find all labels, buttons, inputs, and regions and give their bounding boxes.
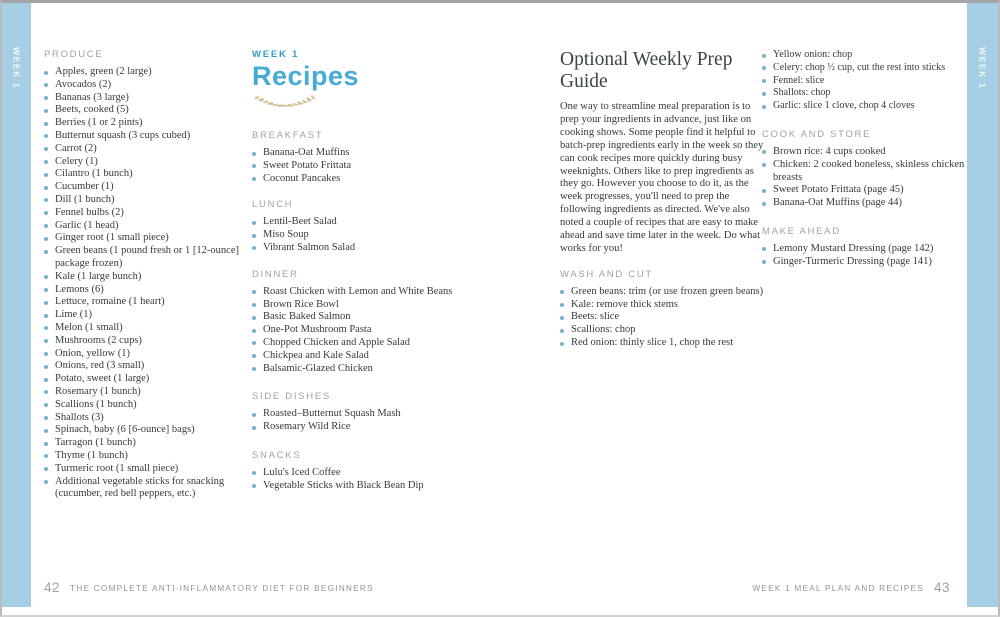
list-item: [44, 143, 244, 156]
dot-bullet-icon: [252, 367, 256, 371]
list-item: [44, 476, 244, 502]
breakfast-section: [252, 130, 470, 185]
dot-bullet-icon: [44, 83, 48, 87]
right-page-number: 43: [933, 580, 950, 595]
dot-bullet-icon: [44, 301, 48, 305]
dot-bullet-icon: [762, 247, 766, 251]
list-item-text: Sweet Potato Frittata: [263, 159, 352, 171]
dot-bullet-icon: [762, 163, 766, 167]
list-item: [44, 284, 244, 297]
list-item-text: Spinach, baby (6 [6-ounce] bags): [55, 424, 195, 436]
list-item: [560, 337, 765, 350]
list-item: [44, 309, 244, 322]
wash-and-cut-continued-list: [762, 49, 968, 113]
dot-bullet-icon: [762, 54, 766, 58]
list-item: [44, 412, 244, 425]
prep-guide-section: [560, 49, 765, 350]
list-item-text: Roasted–Butternut Squash Mash: [263, 408, 401, 420]
list-item: [44, 450, 244, 463]
dot-bullet-icon: [44, 122, 48, 126]
dot-bullet-icon: [252, 177, 256, 181]
list-item: [560, 299, 765, 312]
list-item: [44, 348, 244, 361]
list-item: [44, 232, 244, 245]
snacks-header: SNACKS: [252, 449, 302, 461]
list-item-text: Celery (1): [55, 155, 98, 167]
list-item: [762, 87, 968, 100]
list-item: [252, 350, 470, 363]
list-item-text: Dill (1 bunch): [55, 193, 115, 205]
dot-bullet-icon: [44, 429, 48, 433]
dot-bullet-icon: [252, 329, 256, 333]
list-item-text: Chicken: 2 cooked boneless, skinless chicken breasts: [773, 158, 965, 183]
dot-bullet-icon: [44, 160, 48, 164]
prep-guide-title: Optional Weekly Prep Guide: [560, 49, 733, 92]
snacks-section: [252, 450, 470, 493]
list-item: [762, 62, 968, 75]
dot-bullet-icon: [252, 484, 256, 488]
dot-bullet-icon: [44, 339, 48, 343]
dot-bullet-icon: [44, 198, 48, 202]
list-item-text: Melon (1 small): [55, 321, 123, 333]
list-item: [762, 256, 968, 269]
list-item-text: One-Pot Mushroom Pasta: [263, 324, 372, 336]
list-item: [44, 79, 244, 92]
list-item-text: Lentil-Beet Salad: [263, 216, 337, 228]
breakfast-header: BREAKFAST: [252, 130, 324, 141]
list-item: [560, 324, 765, 337]
dot-bullet-icon: [44, 237, 48, 241]
list-item-text: Butternut squash (3 cups cubed): [55, 129, 191, 141]
list-item: [44, 117, 244, 130]
list-item: [252, 299, 470, 312]
cook-and-store-list: [762, 146, 968, 210]
list-item: [252, 160, 470, 173]
dot-bullet-icon: [44, 250, 48, 254]
dot-bullet-icon: [252, 221, 256, 225]
dot-bullet-icon: [252, 471, 256, 475]
list-item: [252, 480, 470, 493]
list-item-text: Beets, cooked (5): [55, 104, 129, 116]
list-item: [252, 324, 470, 337]
dot-bullet-icon: [44, 147, 48, 151]
dot-bullet-icon: [560, 329, 564, 333]
list-item-text: Lettuce, romaine (1 heart): [55, 296, 165, 308]
lunch-header: LUNCH: [252, 199, 294, 211]
dot-bullet-icon: [762, 202, 766, 206]
list-item-text: Ginger root (1 small piece): [55, 232, 169, 244]
list-item: [44, 335, 244, 348]
week-tab-left-label: WEEK 1: [11, 47, 22, 90]
list-item-text: Chopped Chicken and Apple Salad: [263, 336, 410, 348]
list-item: [44, 463, 244, 476]
dot-bullet-icon: [44, 467, 48, 471]
list-item: [252, 216, 470, 229]
dot-bullet-icon: [560, 303, 564, 307]
dot-bullet-icon: [44, 211, 48, 215]
list-item-text: Shallots (3): [55, 411, 104, 423]
wash-and-cut-header: WASH AND CUT: [560, 268, 653, 280]
list-item: [44, 399, 244, 412]
week-kicker: WEEK 1: [252, 49, 300, 60]
list-item-text: Cucumber (1): [55, 181, 114, 193]
list-item: [44, 296, 244, 309]
list-item: [762, 184, 968, 197]
list-item-text: Garlic: slice 1 clove, chop 4 cloves: [773, 100, 915, 112]
lunch-list: [252, 216, 470, 254]
list-item-text: Brown Rice Bowl: [263, 298, 339, 310]
produce-section: [44, 49, 244, 501]
dot-bullet-icon: [252, 341, 256, 345]
list-item-text: Banana-Oat Muffins: [263, 147, 350, 158]
dot-bullet-icon: [44, 326, 48, 330]
left-page-number: 42: [44, 580, 61, 595]
wash-and-cut-section: [560, 269, 765, 350]
dot-bullet-icon: [44, 454, 48, 458]
cook-and-store-section: [762, 129, 968, 210]
dot-bullet-icon: [44, 224, 48, 228]
recipes-section: [252, 49, 470, 493]
list-item: [44, 194, 244, 207]
list-item-text: Lulu's Iced Coffee: [263, 466, 341, 478]
dot-bullet-icon: [762, 92, 766, 96]
snacks-list: [252, 467, 470, 493]
side-dishes-header: SIDE DISHES: [252, 391, 331, 403]
list-item-text: Rosemary Wild Rice: [263, 421, 351, 433]
right-footer-caption: WEEK 1 MEAL PLAN AND RECIPES: [752, 582, 924, 593]
make-ahead-section: [762, 226, 968, 269]
cook-and-store-header: COOK AND STORE: [762, 128, 872, 140]
list-item-text: Scallions: chop: [571, 324, 636, 336]
list-item-text: Yellow onion: chop: [773, 49, 853, 60]
list-item-text: Fennel bulbs (2): [55, 206, 124, 218]
dot-bullet-icon: [44, 480, 48, 484]
list-item-text: Kale: remove thick stems: [571, 298, 679, 310]
list-item: [252, 337, 470, 350]
list-item-text: Balsamic-Glazed Chicken: [263, 362, 373, 374]
list-item: [252, 311, 470, 324]
list-item-text: Miso Soup: [263, 229, 309, 241]
dot-bullet-icon: [560, 342, 564, 346]
list-item-text: Turmeric root (1 small piece): [55, 462, 179, 474]
list-item: [44, 104, 244, 117]
list-item: [762, 146, 968, 159]
list-item-text: Red onion: thinly slice 1, chop the rest: [571, 337, 734, 349]
list-item-text: Berries (1 or 2 pints): [55, 117, 143, 129]
list-item-text: Onions, red (3 small): [55, 360, 145, 372]
list-item-text: Onion, yellow (1): [55, 347, 130, 359]
produce-list: [44, 66, 244, 501]
list-item-text: Sweet Potato Frittata (page 45): [773, 184, 904, 196]
list-item-text: Carrot (2): [55, 142, 97, 154]
lunch-section: [252, 199, 470, 254]
dot-bullet-icon: [252, 426, 256, 430]
list-item-text: Shallots: chop: [773, 87, 831, 99]
list-item-text: Rosemary (1 bunch): [55, 385, 141, 397]
list-item: [252, 408, 470, 421]
list-item-text: Cilantro (1 bunch): [55, 168, 133, 180]
list-item: [762, 243, 968, 256]
list-item: [252, 421, 470, 434]
dot-bullet-icon: [762, 189, 766, 193]
laurel-sprig-icon: [252, 93, 318, 110]
list-item: [44, 168, 244, 181]
list-item: [44, 386, 244, 399]
dot-bullet-icon: [252, 290, 256, 294]
list-item: [252, 147, 470, 160]
dot-bullet-icon: [44, 275, 48, 279]
dot-bullet-icon: [44, 173, 48, 177]
list-item: [560, 286, 765, 299]
dot-bullet-icon: [44, 314, 48, 318]
list-item-text: Bananas (3 large): [55, 91, 129, 103]
dot-bullet-icon: [44, 390, 48, 394]
week-tab-right: [967, 3, 998, 607]
dot-bullet-icon: [44, 186, 48, 190]
dinner-list: [252, 286, 470, 376]
list-item: [252, 467, 470, 480]
list-item-text: Ginger-Turmeric Dressing (page 141): [773, 255, 932, 267]
list-item-text: Thyme (1 bunch): [55, 449, 128, 461]
list-item: [762, 75, 968, 88]
list-item-text: Apples, green (2 large): [55, 66, 152, 77]
list-item-text: Scallions (1 bunch): [55, 398, 137, 410]
right-page-footer: [752, 580, 950, 595]
dot-bullet-icon: [762, 150, 766, 154]
dot-bullet-icon: [44, 134, 48, 138]
list-item-text: Banana-Oat Muffins (page 44): [773, 197, 902, 209]
dinner-header: DINNER: [252, 268, 299, 280]
dot-bullet-icon: [560, 316, 564, 320]
list-item: [44, 271, 244, 284]
list-item-text: Coconut Pancakes: [263, 172, 341, 184]
list-item-text: Additional vegetable sticks for snacking (cucumber, red bell peppers, etc.): [55, 475, 225, 500]
list-item-text: Green beans: trim (or use frozen green beans): [571, 285, 764, 297]
make-ahead-list: [762, 243, 968, 269]
list-item-text: Kale (1 large bunch): [55, 270, 142, 282]
list-item: [44, 437, 244, 450]
list-item: [44, 156, 244, 169]
dot-bullet-icon: [44, 378, 48, 382]
list-item: [762, 159, 968, 185]
list-item: [252, 229, 470, 242]
list-item-text: Mushrooms (2 cups): [55, 334, 142, 346]
list-item-text: Lemony Mustard Dressing (page 142): [773, 242, 934, 254]
dot-bullet-icon: [44, 288, 48, 292]
side-dishes-list: [252, 408, 470, 434]
list-item-text: Potato, sweet (1 large): [55, 373, 150, 385]
dot-bullet-icon: [44, 403, 48, 407]
dot-bullet-icon: [252, 303, 256, 307]
make-ahead-header: MAKE AHEAD: [762, 225, 841, 237]
dot-bullet-icon: [762, 79, 766, 83]
list-item: [762, 197, 968, 210]
dot-bullet-icon: [252, 354, 256, 358]
wash-and-cut-continued-section: [762, 49, 968, 113]
list-item-text: Avocados (2): [55, 78, 112, 90]
list-item: [44, 92, 244, 105]
list-item: [252, 286, 470, 299]
dot-bullet-icon: [44, 416, 48, 420]
list-item-text: Celery: chop ½ cup, cut the rest into sticks: [773, 61, 946, 73]
list-item-text: Green beans (1 pound fresh or 1 [12-ounce] package frozen): [55, 245, 239, 269]
list-item: [44, 220, 244, 233]
list-item-text: Garlic (1 head): [55, 219, 119, 231]
dot-bullet-icon: [44, 365, 48, 369]
prep-guide-body: One way to streamline meal preparation is to prep your ingredients in advance, just like on cooking shows. Some people find it helpful to batch-prep ingredients early in the week so they can cook recipes more quickly during busy weeknights. Others like to prep ingredients as they go. However you choose to do it, as the week progresses, you'll need to prep the following ingredients as directed. We've also noted a couple of recipes that are easy to make ahead and save time later in the week. Do what works for you!: [560, 101, 764, 254]
dot-bullet-icon: [44, 442, 48, 446]
dot-bullet-icon: [252, 164, 256, 168]
list-item: [252, 363, 470, 376]
side-dishes-section: [252, 391, 470, 434]
week-tab-left: [2, 3, 31, 607]
dot-bullet-icon: [44, 352, 48, 356]
left-footer-caption: THE COMPLETE ANTI-INFLAMMATORY DIET FOR BEGINNERS: [70, 582, 374, 593]
list-item-text: Fennel: slice: [773, 74, 825, 86]
dot-bullet-icon: [560, 290, 564, 294]
list-item-text: Lime (1): [55, 309, 93, 321]
dot-bullet-icon: [252, 152, 256, 156]
list-item-text: Beets: slice: [571, 311, 620, 323]
dot-bullet-icon: [762, 260, 766, 264]
prep-guide-column-2: [762, 49, 968, 269]
list-item: [762, 100, 968, 113]
list-item-text: Vibrant Salmon Salad: [263, 241, 356, 253]
wash-and-cut-list: [560, 286, 765, 350]
dot-bullet-icon: [762, 105, 766, 109]
list-item-text: Roast Chicken with Lemon and White Beans: [263, 285, 453, 297]
dot-bullet-icon: [252, 234, 256, 238]
page-title: Recipes: [252, 61, 360, 91]
list-item-text: Tarragon (1 bunch): [55, 437, 136, 449]
list-item: [560, 311, 765, 324]
list-item: [252, 173, 470, 186]
list-item: [44, 245, 244, 271]
list-item: [44, 181, 244, 194]
dot-bullet-icon: [44, 109, 48, 113]
list-item-text: Basic Baked Salmon: [263, 311, 351, 323]
dot-bullet-icon: [252, 413, 256, 417]
dot-bullet-icon: [762, 66, 766, 70]
list-item: [762, 49, 968, 62]
dot-bullet-icon: [44, 71, 48, 75]
list-item-text: Lemons (6): [55, 283, 104, 295]
list-item-text: Chickpea and Kale Salad: [263, 349, 369, 361]
dinner-section: [252, 269, 470, 376]
produce-header: PRODUCE: [44, 49, 104, 60]
list-item: [44, 130, 244, 143]
list-item: [44, 424, 244, 437]
list-item-text: Vegetable Sticks with Black Bean Dip: [263, 479, 424, 491]
week-tab-right-label: WEEK 1: [977, 47, 988, 90]
list-item-text: Brown rice: 4 cups cooked: [773, 145, 886, 157]
list-item: [252, 242, 470, 255]
breakfast-list: [252, 147, 470, 185]
left-page-footer: [44, 580, 374, 595]
dot-bullet-icon: [252, 246, 256, 250]
dot-bullet-icon: [252, 316, 256, 320]
list-item: [44, 373, 244, 386]
dot-bullet-icon: [44, 96, 48, 100]
list-item: [44, 360, 244, 373]
list-item: [44, 66, 244, 79]
list-item: [44, 322, 244, 335]
list-item: [44, 207, 244, 220]
